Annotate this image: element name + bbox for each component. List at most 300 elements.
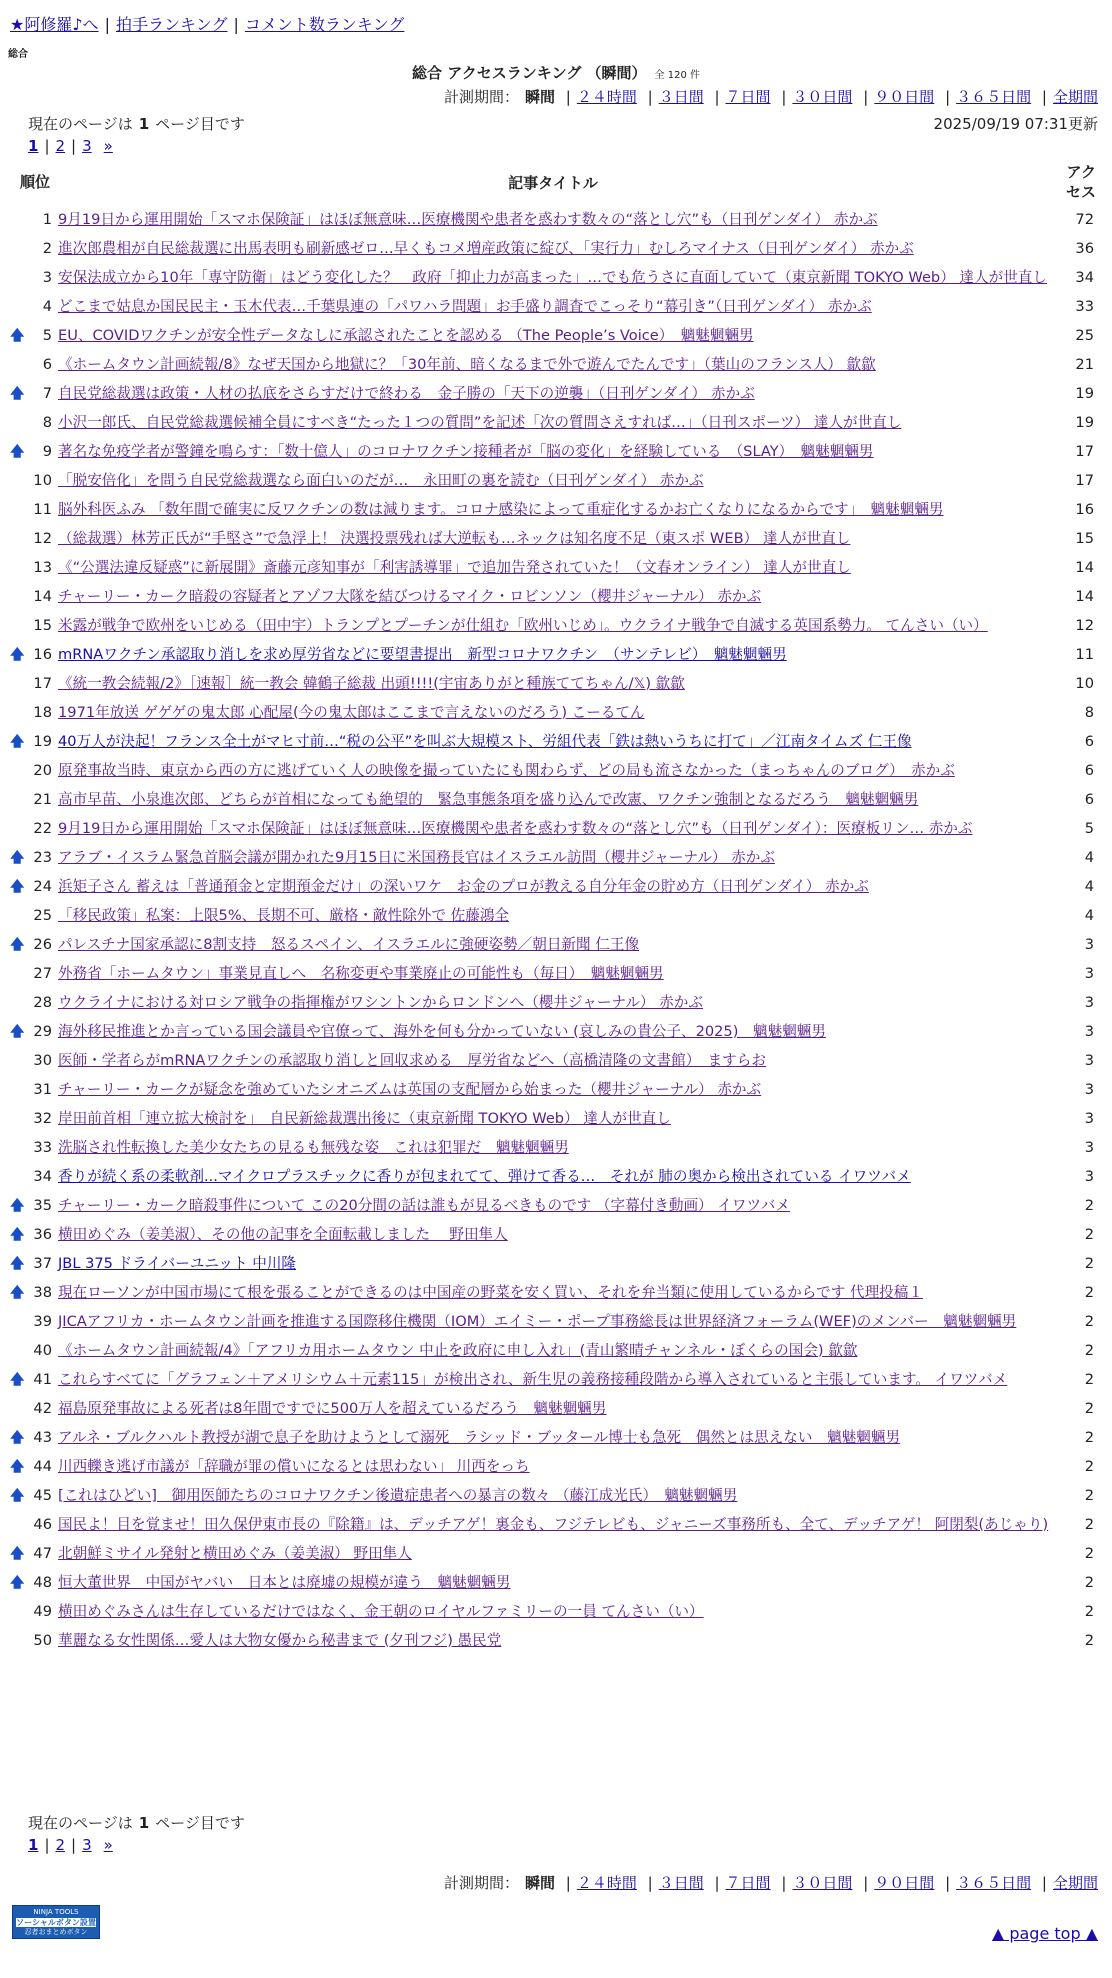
- rank-number: 2: [42, 239, 52, 257]
- period-link-24h[interactable]: ２４時間: [576, 88, 637, 106]
- up-arrow-icon: 🡅: [10, 1197, 25, 1214]
- table-row: [14, 321, 1100, 350]
- table-row: [14, 814, 1100, 843]
- up-arrow-icon: 🡅: [10, 1371, 25, 1388]
- page-info-pre: 現在のページは: [28, 1814, 133, 1832]
- table-row: [14, 1626, 1100, 1655]
- rank-number: 26: [33, 935, 52, 953]
- article-link[interactable]: ウクライナにおける対ロシア戦争の指揮権がワシントンからロンドンへ（櫻井ジャーナル） 赤かぶ: [58, 993, 703, 1011]
- rank-number: 34: [33, 1167, 52, 1185]
- rank-number: 3: [42, 268, 52, 286]
- article-link[interactable]: 「移民政策」私案：上限5%、長期不可、厳格・敵性除外で 佐藤鴻全: [58, 906, 510, 924]
- article-link[interactable]: 9月19日から運用開始「スマホ保険証」はほぼ無意味…医療機関や患者を惑わす数々の“落とし穴”も（日刊ゲンダイ）：医療板リン… 赤かぶ: [58, 819, 973, 837]
- title-cell: [56, 1539, 1050, 1568]
- up-arrow-icon: 🡅: [10, 327, 25, 344]
- access-count: 17: [1075, 442, 1094, 460]
- article-link[interactable]: 岸田前首相「連立拡大検討を」 自民新総裁選出後に（東京新聞 TOKYO Web） 達人が世直し: [58, 1109, 671, 1127]
- pager-next[interactable]: »: [103, 1836, 113, 1854]
- period-link-30d[interactable]: ３０日間: [792, 1874, 853, 1892]
- article-link[interactable]: 医師・学者らがmRNAワクチンの承認取り消しと回収求める 厚労省などへ（高橋清隆の文書館） ますらお: [58, 1051, 766, 1069]
- title-cell: [56, 205, 1050, 234]
- rank-cell: [10, 1423, 56, 1452]
- logo-line-1: NINJA TOOLS: [33, 1908, 79, 1916]
- article-link[interactable]: 外務省「ホームタウン」事業見直しへ 名称変更や事業廃止の可能性も（毎日） 魑魅魍魎男: [58, 964, 664, 982]
- table-row: [14, 727, 1100, 756]
- rank-cell: [10, 1191, 56, 1220]
- period-selector-bottom: 計測期間： 瞬間 | ２４時間 | ３日間 | ７日間 | ３０日間 | ９０日間 | ３６５日間 | 全期間: [443, 1874, 1098, 1892]
- article-link[interactable]: 脳外科医ふみ 「数年間で確実に反ワクチンの数は減ります。コロナ感染によって重症化するかお亡くなりになるからです」 魑魅魍魎男: [58, 500, 944, 518]
- rank-number: 22: [33, 819, 52, 837]
- title-cell: [56, 1162, 1050, 1191]
- rank-cell: [14, 350, 56, 379]
- separator: |: [104, 15, 110, 34]
- page-info-bottom: [28, 1812, 245, 1833]
- access-count: 2: [1084, 1544, 1094, 1562]
- rank-cell: [10, 1568, 56, 1597]
- page-title-text: 総合 アクセスランキング （瞬間）: [412, 64, 647, 82]
- rank-number: 36: [33, 1225, 52, 1243]
- access-count: 72: [1075, 210, 1094, 228]
- rank-cell: [14, 408, 56, 437]
- rank-cell: [14, 524, 56, 553]
- rank-number: 43: [33, 1428, 52, 1446]
- title-cell: [56, 466, 1050, 495]
- article-link[interactable]: これらすべてに「グラフェン＋アメリシウム＋元素115」が検出され、新生児の義務接種段階から導入されていると主張しています。 イワツバメ: [58, 1370, 1008, 1388]
- rank-cell: [14, 901, 56, 930]
- access-count: 19: [1075, 413, 1094, 431]
- title-cell: [56, 959, 1050, 988]
- rank-cell: [10, 872, 56, 901]
- pager-next[interactable]: »: [103, 137, 113, 155]
- rank-cell: [14, 988, 56, 1017]
- rank-number: 21: [33, 790, 52, 808]
- rank-cell: [10, 379, 56, 408]
- table-row: [14, 1046, 1100, 1075]
- access-count: 11: [1075, 645, 1094, 663]
- title-cell: [56, 524, 1050, 553]
- top-link-clap-ranking[interactable]: 拍手ランキング: [115, 15, 228, 34]
- period-link-365d[interactable]: ３６５日間: [956, 1874, 1032, 1892]
- period-label: 計測期間：: [443, 1874, 519, 1892]
- table-row: [14, 930, 1100, 959]
- up-arrow-icon: 🡅: [10, 733, 25, 750]
- article-link[interactable]: 恒大董世界 中国がヤバい 日本とは廃墟の規模が違う 魑魅魍魎男: [58, 1573, 511, 1591]
- rank-number: 33: [33, 1138, 52, 1156]
- rank-number: 38: [33, 1283, 52, 1301]
- access-count: 3: [1084, 1138, 1094, 1156]
- top-nav: [10, 12, 404, 35]
- article-link[interactable]: 原発事故当時、東京から西の方に逃げていく人の映像を撮っていたにも関わらず、どの局も流さなかった（まっちゃんのブログ） 赤かぶ: [58, 761, 955, 779]
- pager-current[interactable]: 1: [28, 137, 39, 155]
- rank-cell: [14, 959, 56, 988]
- rank-number: 30: [33, 1051, 52, 1069]
- access-count: 2: [1084, 1399, 1094, 1417]
- access-count: 36: [1075, 239, 1094, 257]
- article-link[interactable]: チャーリー・カークが疑念を強めていたシオニズムは英国の支配層から始まった（櫻井ジャーナル） 赤かぶ: [58, 1080, 762, 1098]
- table-row: [14, 756, 1100, 785]
- title-cell: [56, 814, 1050, 843]
- rank-number: 13: [33, 558, 52, 576]
- article-link[interactable]: JICAアフリカ・ホームタウン計画を推進する国際移住機関（IOM）エイミー・ポープ事務総長は世界経済フォーラム(WEF)のメンバー 魑魅魍魎男: [58, 1312, 1017, 1330]
- article-link[interactable]: 《統一教会続報/2》［速報］統一教会 韓鶴子総裁 出頭!!!!(宇宙ありがと種族ててちゃん/𝕏) 歙歙: [58, 674, 685, 692]
- title-cell: [56, 727, 1050, 756]
- table-row: [14, 205, 1100, 234]
- access-count: 2: [1084, 1370, 1094, 1388]
- article-link[interactable]: 福島原発事故による死者は8年間ですでに500万人を超えているだろう 魑魅魍魎男: [58, 1399, 607, 1417]
- pager-current[interactable]: 1: [28, 1836, 39, 1854]
- up-arrow-icon: 🡅: [10, 443, 25, 460]
- title-cell: [56, 901, 1050, 930]
- rank-number: 28: [33, 993, 52, 1011]
- title-cell: [56, 1597, 1050, 1626]
- rank-number: 44: [33, 1457, 52, 1475]
- access-count: 6: [1084, 732, 1094, 750]
- rank-number: 41: [33, 1370, 52, 1388]
- rank-number: 18: [33, 703, 52, 721]
- title-cell: [56, 1075, 1050, 1104]
- article-link[interactable]: 《“公選法違反疑惑”に新展開》斎藤元彦知事が「利害誘導罪」で追加告発されていた！（文春オンライン） 達人が世直し: [58, 558, 851, 576]
- access-count: 3: [1084, 1051, 1094, 1069]
- rank-number: 39: [33, 1312, 52, 1330]
- rank-cell: [10, 1365, 56, 1394]
- period-label: 計測期間：: [443, 88, 519, 106]
- article-link[interactable]: 浜矩子さん 蓄えは「普通預金と定期預金だけ」の深いワケ お金のプロが教える自分年金の貯め方（日刊ゲンダイ） 赤かぶ: [58, 877, 869, 895]
- access-count: 5: [1084, 819, 1094, 837]
- access-count: 2: [1084, 1631, 1094, 1649]
- table-row: [14, 872, 1100, 901]
- rank-number: 8: [42, 413, 52, 431]
- rank-cell: [14, 814, 56, 843]
- separator: |: [233, 15, 239, 34]
- title-cell: [56, 1365, 1050, 1394]
- article-link[interactable]: 横田めぐみさんは生存しているだけではなく、金王朝のロイヤルファミリーの一員 てんさい（い）: [58, 1602, 704, 1620]
- rank-number: 47: [33, 1544, 52, 1562]
- article-link[interactable]: [これはひどい] 御用医師たちのコロナワクチン後遺症患者への暴言の数々 （藤江成光氏） 魑魅魍魎男: [58, 1486, 738, 1504]
- table-row: [14, 437, 1100, 466]
- title-cell: [56, 1278, 1050, 1307]
- access-count: 4: [1084, 906, 1094, 924]
- title-cell: [56, 1017, 1050, 1046]
- up-arrow-icon: 🡅: [10, 646, 25, 663]
- period-link-all[interactable]: 全期間: [1052, 88, 1098, 106]
- title-cell: [56, 437, 1050, 466]
- rank-cell: [14, 1104, 56, 1133]
- article-link[interactable]: 川西轢き逃げ市議が「辞職が罪の償いになるとは思わない」 川西をっち: [58, 1457, 530, 1475]
- access-count: 10: [1075, 674, 1094, 692]
- title-cell: [56, 1452, 1050, 1481]
- ninja-tools-social-button-logo[interactable]: [12, 1905, 100, 1939]
- access-count: 15: [1075, 529, 1094, 547]
- title-cell: [56, 698, 1050, 727]
- rank-cell: [10, 1249, 56, 1278]
- ranking-table: [10, 160, 1100, 1655]
- access-count: 2: [1084, 1254, 1094, 1272]
- page-info-num: 1: [138, 1814, 150, 1832]
- up-arrow-icon: 🡅: [10, 1226, 25, 1243]
- article-link[interactable]: 40万人が決起！フランス全土がマヒ寸前…“税の公平”を叫ぶ大規模スト、労組代表「鉄は熱いうちに打て」／江南タイムズ 仁王像: [58, 732, 912, 750]
- article-link[interactable]: 「脱安倍化」を問う自民党総裁選なら面白いのだが… 永田町の裏を読む（日刊ゲンダイ） 赤かぶ: [58, 471, 704, 489]
- table-row: [14, 1394, 1100, 1423]
- rank-number: 27: [33, 964, 52, 982]
- rank-cell: [14, 205, 56, 234]
- article-link[interactable]: 著名な免疫学者が警鐘を鳴らす：「数十億人」のコロナワクチン接種者が「脳の変化」を経験している （SLAY） 魑魅魍魎男: [58, 442, 874, 460]
- pager-link-2[interactable]: 2: [55, 137, 66, 155]
- pager-link-3[interactable]: 3: [82, 1836, 92, 1854]
- period-current: 瞬間: [524, 88, 555, 106]
- up-arrow-icon: 🡅: [10, 1487, 25, 1504]
- table-row: [14, 524, 1100, 553]
- rank-cell: [14, 582, 56, 611]
- top-link-comment-ranking[interactable]: コメント数ランキング: [244, 15, 405, 34]
- rank-cell: [14, 698, 56, 727]
- table-row: [14, 1539, 1100, 1568]
- table-row: [14, 1162, 1100, 1191]
- up-arrow-icon: 🡅: [10, 878, 25, 895]
- rank-cell: [10, 1017, 56, 1046]
- rank-cell: [14, 292, 56, 321]
- rank-cell: [14, 1162, 56, 1191]
- title-cell: [56, 263, 1050, 292]
- table-row: [14, 1075, 1100, 1104]
- rank-number: 11: [33, 500, 52, 518]
- title-cell: [56, 1394, 1050, 1423]
- rank-number: 7: [42, 384, 52, 402]
- table-row: [14, 988, 1100, 1017]
- rank-number: 4: [42, 297, 52, 315]
- article-link[interactable]: 自民党総裁選は政策・人材の払底をさらすだけで終わる 金子勝の「天下の逆襲」（日刊ゲンダイ） 赤かぶ: [58, 384, 755, 402]
- rank-number: 5: [42, 326, 52, 344]
- article-link[interactable]: 横田めぐみ（姜美淑）、その他の記事を全面転載しました 野田隼人: [58, 1225, 508, 1243]
- table-row: [14, 1568, 1100, 1597]
- up-arrow-icon: 🡅: [10, 1255, 25, 1272]
- title-cell: [56, 1133, 1050, 1162]
- up-arrow-icon: 🡅: [10, 1574, 25, 1591]
- title-cell: [56, 379, 1050, 408]
- table-row: [14, 785, 1100, 814]
- rank-cell: [14, 669, 56, 698]
- access-count: 2: [1084, 1602, 1094, 1620]
- page-info-post: ページ目です: [155, 115, 245, 133]
- access-count: 19: [1075, 384, 1094, 402]
- title-cell: [56, 611, 1050, 640]
- table-row: [14, 1278, 1100, 1307]
- access-count: 34: [1075, 268, 1094, 286]
- rank-number: 42: [33, 1399, 52, 1417]
- article-link[interactable]: 現在ローソンが中国市場にて根を張ることができるのは中国産の野菜を安く買い、それを弁当類に使用しているからです 代理投稿１: [58, 1283, 923, 1301]
- article-link[interactable]: 洗脳され性転換した美少女たちの見るも無残な姿 これは犯罪だ 魑魅魍魎男: [58, 1138, 569, 1156]
- category-label: 総合: [8, 49, 28, 60]
- period-link-7d[interactable]: ７日間: [725, 88, 771, 106]
- rank-cell: [10, 930, 56, 959]
- period-link-90d[interactable]: ９０日間: [874, 1874, 935, 1892]
- rank-number: 14: [33, 587, 52, 605]
- rank-number: 23: [33, 848, 52, 866]
- access-count: 2: [1084, 1515, 1094, 1533]
- article-link[interactable]: 海外移民推進とか言っている国会議員や官僚って、海外を何も分かっていない (哀しみの貴公子、2025) 魑魅魍魎男: [58, 1022, 826, 1040]
- period-selector-top: 計測期間： 瞬間 | ２４時間 | ３日間 | ７日間 | ３０日間 | ９０日間 | ３６５日間 | 全期間: [443, 88, 1098, 106]
- rank-cell: [14, 1597, 56, 1626]
- article-link[interactable]: アラブ・イスラム緊急首脳会議が開かれた9月15日に米国務長官はイスラエル訪問（櫻井ジャーナル） 赤かぶ: [58, 848, 775, 866]
- rank-number: 24: [33, 877, 52, 895]
- table-row: [14, 234, 1100, 263]
- rank-number: 29: [33, 1022, 52, 1040]
- rank-number: 48: [33, 1573, 52, 1591]
- table-row: [14, 1597, 1100, 1626]
- access-count: 8: [1084, 703, 1094, 721]
- rank-cell: [10, 640, 56, 669]
- table-row: [14, 350, 1100, 379]
- period-link-7d[interactable]: ７日間: [725, 1874, 771, 1892]
- period-link-30d[interactable]: ３０日間: [792, 88, 853, 106]
- article-link[interactable]: 《ホームタウン計画続報/8》なぜ天国から地獄に？「30年前、暗くなるまで外で遊んでたんです」（葉山のフランス人） 歙歙: [58, 355, 876, 373]
- article-link[interactable]: 米露が戦争で欧州をいじめる（田中宇）トランプとプーチンが仕組む「欧州いじめ」。ウクライナ戦争で自滅する英国系勢力。 てんさい（い）: [58, 616, 988, 634]
- up-arrow-icon: 🡅: [10, 936, 25, 953]
- title-cell: [56, 930, 1050, 959]
- article-link[interactable]: EU、COVIDワクチンが安全性データなしに承認されたことを認める （The People’s Voice） 魑魅魍魎男: [58, 326, 754, 344]
- rank-cell: [14, 495, 56, 524]
- table-row: [14, 1481, 1100, 1510]
- access-count: 4: [1084, 877, 1094, 895]
- pager-link-3[interactable]: 3: [82, 137, 92, 155]
- rank-number: 1: [42, 210, 52, 228]
- access-count: 14: [1075, 587, 1094, 605]
- period-link-90d[interactable]: ９０日間: [874, 88, 935, 106]
- rank-cell: [14, 1307, 56, 1336]
- table-row: [14, 1365, 1100, 1394]
- table-row: [14, 901, 1100, 930]
- table-row: [14, 408, 1100, 437]
- title-cell: [56, 1104, 1050, 1133]
- period-link-3d[interactable]: ３日間: [658, 1874, 704, 1892]
- table-row: [14, 669, 1100, 698]
- ranking-body: [10, 205, 1100, 1655]
- article-link[interactable]: 安保法成立から10年「専守防衛」はどう変化した？ 政府「抑止力が高まった」…でも危うさに直面していて（東京新聞 TOKYO Web） 達人が世直し: [58, 268, 1047, 286]
- article-link[interactable]: 9月19日から運用開始「スマホ保険証」はほぼ無意味…医療機関や患者を惑わす数々の“落とし穴”も（日刊ゲンダイ） 赤かぶ: [58, 210, 878, 228]
- access-count: 12: [1075, 616, 1094, 634]
- access-count: 2: [1084, 1196, 1094, 1214]
- article-link[interactable]: 国民よ！目を覚ませ！田久保伊東市長の『除籍』は、デッチアゲ！裏金も、フジテレビも、ジャニーズ事務所も、全て、デッチアゲ！ 阿閉梨(あじゃり): [58, 1515, 1049, 1533]
- table-row: [14, 1423, 1100, 1452]
- rank-number: 35: [33, 1196, 52, 1214]
- title-cell: [56, 640, 1050, 669]
- updated-timestamp: 2025/09/19 07:31更新: [933, 115, 1098, 133]
- period-link-24h[interactable]: ２４時間: [576, 1874, 637, 1892]
- article-link[interactable]: （総裁選）林芳正氏が“手堅さ”で急浮上！ 決選投票残れば大逆転も…ネックは知名度不足（東スポ WEB） 達人が世直し: [58, 529, 851, 547]
- up-arrow-icon: 🡅: [10, 385, 25, 402]
- table-row: [14, 1220, 1100, 1249]
- rank-number: 17: [33, 674, 52, 692]
- article-link[interactable]: JBL 375 ドライバーユニット 中川隆: [58, 1254, 297, 1272]
- title-cell: [56, 1568, 1050, 1597]
- title-cell: [56, 234, 1050, 263]
- rank-cell: [14, 611, 56, 640]
- pager-top: 1 | 2 | 3 »: [28, 137, 113, 155]
- title-cell: [56, 1336, 1050, 1365]
- access-count: 17: [1075, 471, 1094, 489]
- article-link[interactable]: mRNAワクチン承認取り消しを求め厚労省などに要望書提出 新型コロナワクチン （サンテレビ） 魑魅魍魎男: [58, 645, 787, 663]
- page-top-link[interactable]: ▲ page top ▲: [991, 1924, 1098, 1943]
- title-cell: [56, 1220, 1050, 1249]
- period-link-all[interactable]: 全期間: [1052, 1874, 1098, 1892]
- article-link[interactable]: 高市早苗、小泉進次郎、どちらが首相になっても絶望的 緊急事態条項を盛り込んで改憲、ワクチン強制となるだろう 魑魅魍魎男: [58, 790, 919, 808]
- rank-cell: [14, 1394, 56, 1423]
- rank-cell: [10, 1220, 56, 1249]
- rank-cell: [14, 1336, 56, 1365]
- rank-cell: [10, 321, 56, 350]
- article-link[interactable]: 香りが続く系の柔軟剤...マイクロプラスチックに香りが包まれてて、弾けて香る… それが 肺の奥から検出されている イワツバメ: [58, 1167, 911, 1185]
- up-arrow-icon: 🡅: [10, 1429, 25, 1446]
- access-count: 2: [1084, 1312, 1094, 1330]
- title-cell: [56, 669, 1050, 698]
- title-cell: [56, 843, 1050, 872]
- article-link[interactable]: チャーリー・カーク暗殺事件について この20分間の話は誰もが見るべきものです （字幕付き動画） イワツバメ: [58, 1196, 790, 1214]
- table-row: [14, 843, 1100, 872]
- article-link[interactable]: チャーリー・カーク暗殺の容疑者とアゾフ大隊を結びつけるマイク・ロビンソン（櫻井ジャーナル） 赤かぶ: [58, 587, 762, 605]
- table-row: [14, 263, 1100, 292]
- access-count: 2: [1084, 1457, 1094, 1475]
- title-cell: [56, 785, 1050, 814]
- access-count: 2: [1084, 1225, 1094, 1243]
- table-row: [14, 959, 1100, 988]
- up-arrow-icon: 🡅: [10, 1284, 25, 1301]
- rank-number: 12: [33, 529, 52, 547]
- table-row: [14, 1307, 1100, 1336]
- article-link[interactable]: どこまで姑息か国民民主・玉木代表…千葉県連の「パワハラ問題」お手盛り調査でこっそり“幕引き”（日刊ゲンダイ） 赤かぶ: [58, 297, 872, 315]
- rank-number: 45: [33, 1486, 52, 1504]
- rank-number: 37: [33, 1254, 52, 1272]
- title-cell: [56, 582, 1050, 611]
- article-link[interactable]: 北朝鮮ミサイル発射と横田めぐみ（姜美淑） 野田隼人: [58, 1544, 412, 1562]
- rank-cell: [14, 466, 56, 495]
- table-row: [14, 553, 1100, 582]
- top-link-asyura[interactable]: ★阿修羅♪へ: [10, 15, 99, 34]
- article-link[interactable]: 進次郎農相が自民総裁選に出馬表明も刷新感ゼロ…早くもコメ増産政策に綻び、「実行力」むしろマイナス（日刊ゲンダイ） 赤かぶ: [58, 239, 914, 257]
- access-count: 3: [1084, 1080, 1094, 1098]
- rank-cell: [14, 234, 56, 263]
- rank-number: 20: [33, 761, 52, 779]
- article-link[interactable]: 小沢一郎氏、自民党総裁選候補全員にすべき“たった１つの質問”を記述「次の質問さえすれば…」（日刊スポーツ） 達人が世直し: [58, 413, 902, 431]
- rank-number: 46: [33, 1515, 52, 1533]
- logo-line-2: ソーシャルボタン設置: [16, 1918, 96, 1927]
- period-link-365d[interactable]: ３６５日間: [956, 88, 1032, 106]
- rank-number: 50: [33, 1631, 52, 1649]
- title-cell: [56, 1423, 1050, 1452]
- table-row: [14, 640, 1100, 669]
- title-cell: [56, 872, 1050, 901]
- title-cell: [56, 408, 1050, 437]
- title-cell: [56, 1046, 1050, 1075]
- table-row: [14, 1510, 1100, 1539]
- table-row: [14, 466, 1100, 495]
- table-row: [14, 292, 1100, 321]
- access-count: 16: [1075, 500, 1094, 518]
- pager-link-2[interactable]: 2: [55, 1836, 66, 1854]
- access-count: 3: [1084, 1167, 1094, 1185]
- rank-number: 15: [33, 616, 52, 634]
- article-link[interactable]: パレスチナ国家承認に8割支持 怒るスペイン、イスラエルに強硬姿勢／朝日新聞 仁王像: [58, 935, 640, 953]
- access-count: 6: [1084, 761, 1094, 779]
- logo-line-3: 忍者おまとめボタン: [24, 1928, 88, 1936]
- article-link[interactable]: 華麗なる女性関係…愛人は大物女優から秘書まで (夕刊フジ) 愚民党: [58, 1631, 502, 1649]
- table-row: [14, 495, 1100, 524]
- article-link[interactable]: アルネ・ブルクハルト教授が湖で息子を助けようとして溺死 ラシッド・ブッタール博士も急死 偶然とは思えない 魑魅魍魎男: [58, 1428, 901, 1446]
- access-count: 6: [1084, 790, 1094, 808]
- rank-cell: [14, 1075, 56, 1104]
- article-link[interactable]: 《ホームタウン計画続報/4》「アフリカ用ホームタウン 中止を政府に申し入れ」(青山繁晴チャンネル・ぼくらの国会) 歙歙: [58, 1341, 858, 1359]
- period-link-3d[interactable]: ３日間: [658, 88, 704, 106]
- article-link[interactable]: 1971年放送 ゲゲゲの鬼太郎 心配屋(今の鬼太郎はここまで言えないのだろう) こーるてん: [58, 703, 645, 721]
- access-count: 3: [1084, 964, 1094, 982]
